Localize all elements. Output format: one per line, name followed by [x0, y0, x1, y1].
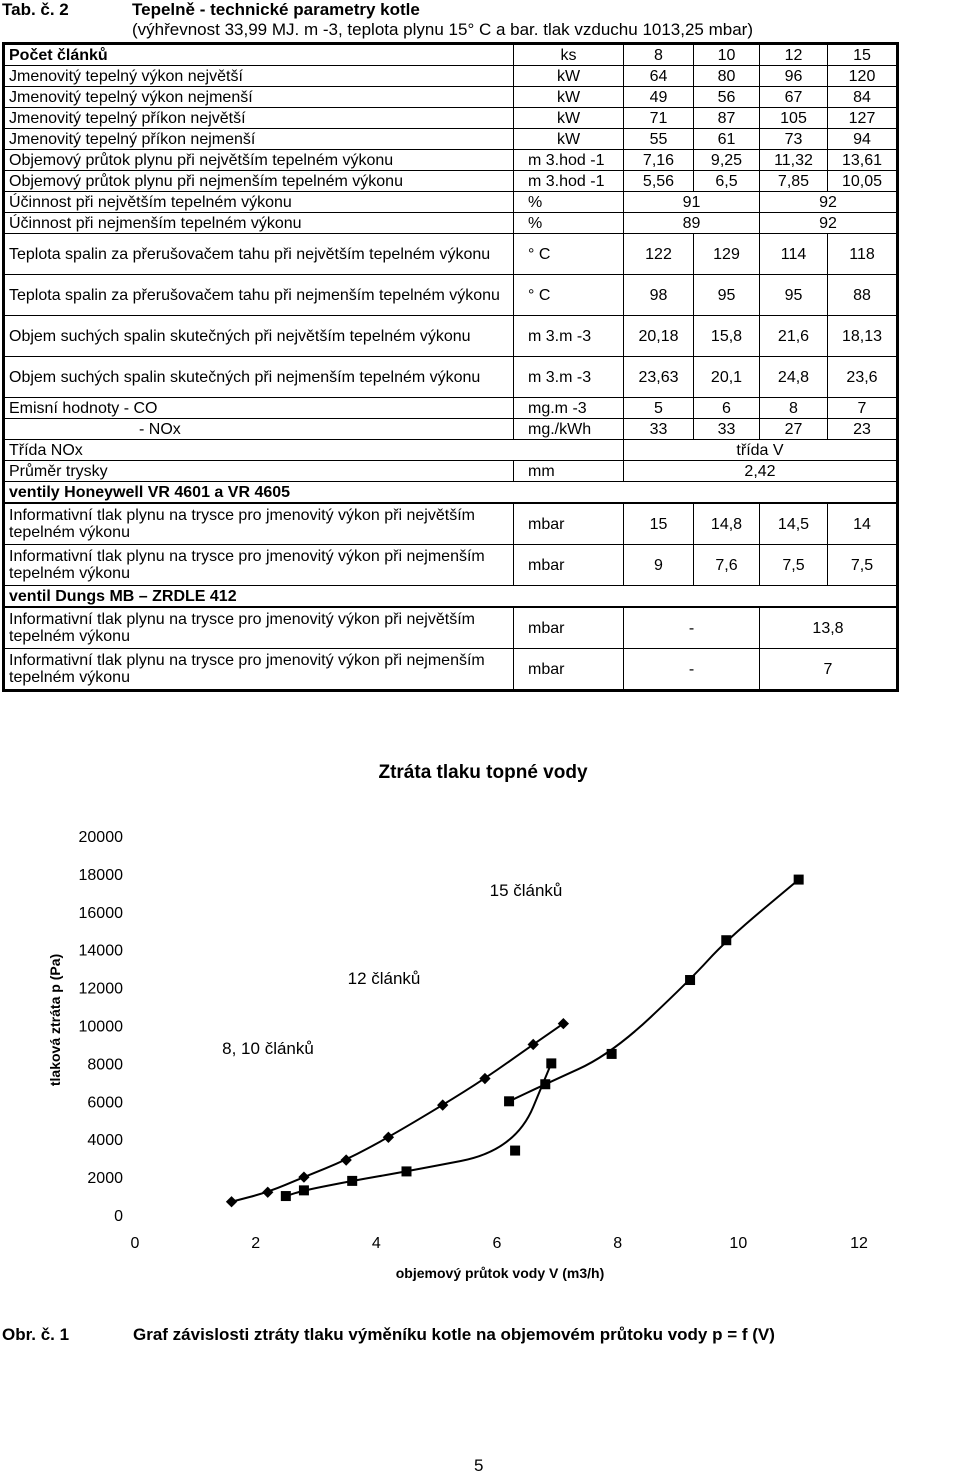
x-tick-label: 2 — [251, 1235, 261, 1252]
table-row — [4, 129, 898, 150]
row-label: Průměr trysky — [4, 461, 514, 482]
row-value: 10,05 — [828, 171, 898, 192]
row-label: Objem suchých spalin skutečných při nejmenším tepelném výkonu — [4, 357, 514, 398]
data-point — [794, 875, 804, 885]
data-point — [341, 1154, 352, 1165]
row-value: 8 — [624, 44, 694, 66]
row-value: 95 — [694, 275, 760, 316]
table-label: Tab. č. 2 — [2, 0, 69, 19]
x-tick-label: 4 — [371, 1235, 381, 1252]
row-value: 80 — [694, 66, 760, 87]
row-unit: m 3.m -3 — [514, 357, 624, 398]
table-row — [4, 419, 898, 440]
row-value: 18,13 — [828, 316, 898, 357]
row-unit: m 3.m -3 — [514, 316, 624, 357]
row-unit: mg./kWh — [514, 419, 624, 440]
table-row — [4, 316, 898, 357]
row-value: - — [624, 607, 760, 649]
y-tick-label: 16000 — [78, 904, 123, 922]
row-unit: kW — [514, 129, 624, 150]
row-unit: % — [514, 192, 624, 213]
row-label: ventil Dungs MB – ZRDLE 412 — [4, 586, 898, 608]
row-label: Jmenovitý tepelný příkon nejmenší — [4, 129, 514, 150]
x-tick-label: 10 — [729, 1235, 748, 1252]
parameters-table — [2, 42, 899, 692]
row-value: 88 — [828, 275, 898, 316]
row-value: 6,5 — [694, 171, 760, 192]
row-value: 9 — [624, 545, 694, 586]
subtitle: (výhřevnost 33,99 MJ. m -3, teplota plynu 15° C a bar. tlak vzduchu 1013,25 mbar) — [132, 20, 754, 39]
row-value: 15 — [624, 503, 694, 545]
row-value: 20,1 — [694, 357, 760, 398]
row-value: 27 — [760, 419, 828, 440]
row-value: - — [624, 649, 760, 691]
data-point — [510, 1146, 520, 1156]
row-value: 15 — [828, 44, 898, 66]
row-value: 105 — [760, 108, 828, 129]
row-value: 127 — [828, 108, 898, 129]
figure-label: Obr. č. 1 — [2, 1325, 70, 1344]
row-value: 2,42 — [624, 461, 898, 482]
row-value: 67 — [760, 87, 828, 108]
y-tick-label: 10000 — [78, 1018, 123, 1036]
row-label: Objem suchých spalin skutečných při největším tepelném výkonu — [4, 316, 514, 357]
row-unit: ° C — [514, 275, 624, 316]
chart-title: Ztráta tlaku topné vody — [378, 762, 588, 783]
table-row — [4, 649, 898, 691]
row-label: - NOx — [4, 419, 514, 440]
table-row — [4, 461, 898, 482]
row-value: 24,8 — [760, 357, 828, 398]
row-label: Objemový průtok plynu při největším tepelném výkonu — [4, 150, 514, 171]
table-row — [4, 87, 898, 108]
data-point — [607, 1049, 617, 1059]
x-tick-label: 12 — [850, 1235, 868, 1252]
table-row — [4, 234, 898, 275]
row-value: 11,32 — [760, 150, 828, 171]
row-value: 5,56 — [624, 171, 694, 192]
row-value: 15,8 — [694, 316, 760, 357]
annotation-8-10: 8, 10 článků — [222, 1039, 314, 1058]
row-value: 61 — [694, 129, 760, 150]
row-unit: kW — [514, 66, 624, 87]
row-label: Teplota spalin za přerušovačem tahu při nejmenším tepelném výkonu — [4, 275, 514, 316]
table-row — [4, 192, 898, 213]
x-tick-label: 8 — [613, 1235, 623, 1252]
row-value: 95 — [760, 275, 828, 316]
data-point — [504, 1096, 514, 1106]
row-label: Objemový průtok plynu při nejmenším tepelném výkonu — [4, 171, 514, 192]
row-value: 56 — [694, 87, 760, 108]
row-value: 10 — [694, 44, 760, 66]
row-value: 9,25 — [694, 150, 760, 171]
table-row — [4, 503, 898, 545]
annotation-12: 12 článků — [347, 969, 421, 988]
table-row — [4, 398, 898, 419]
row-value: 7,85 — [760, 171, 828, 192]
annotation-15: 15 článků — [489, 881, 563, 900]
y-tick-label: 8000 — [87, 1056, 123, 1074]
row-value: 6 — [694, 398, 760, 419]
row-value: 13,61 — [828, 150, 898, 171]
row-unit: ks — [514, 44, 624, 66]
x-axis-label: objemový průtok vody V (m3/h) — [395, 1265, 605, 1281]
row-unit: mbar — [514, 503, 624, 545]
table-row — [4, 108, 898, 129]
row-value: 13,8 — [760, 607, 898, 649]
row-unit: m 3.hod -1 — [514, 150, 624, 171]
row-label: Informativní tlak plynu na trysce pro jmenovitý výkon při nejmenším tepelném výkonu — [4, 649, 514, 691]
y-tick-label: 6000 — [87, 1094, 123, 1112]
row-value: 71 — [624, 108, 694, 129]
data-point — [383, 1132, 394, 1143]
table-row — [4, 357, 898, 398]
row-value: 92 — [760, 192, 898, 213]
row-value: 33 — [624, 419, 694, 440]
row-value: 64 — [624, 66, 694, 87]
row-value: 87 — [694, 108, 760, 129]
row-unit: mbar — [514, 607, 624, 649]
table-row — [4, 440, 898, 461]
row-value: 23,63 — [624, 357, 694, 398]
row-value: 7 — [828, 398, 898, 419]
row-label: Emisní hodnoty - CO — [4, 398, 514, 419]
row-value: 7,5 — [760, 545, 828, 586]
row-value: 129 — [694, 234, 760, 275]
table-row — [4, 545, 898, 586]
row-unit: % — [514, 213, 624, 234]
table-row — [4, 171, 898, 192]
row-value: 73 — [760, 129, 828, 150]
y-axis-label: tlaková ztráta p (Pa) — [47, 953, 63, 1087]
row-value: 7,6 — [694, 545, 760, 586]
row-label: Jmenovitý tepelný výkon nejmenší — [4, 87, 514, 108]
row-label: Informativní tlak plynu na trysce pro jmenovitý výkon při nejmenším tepelném výkonu — [4, 545, 514, 586]
data-point — [546, 1058, 556, 1068]
row-label: Informativní tlak plynu na trysce pro jmenovitý výkon při největším tepelném výkonu — [4, 503, 514, 545]
row-unit: kW — [514, 87, 624, 108]
data-point — [540, 1079, 550, 1089]
page-number: 5 — [474, 1456, 484, 1475]
data-point — [299, 1185, 309, 1195]
row-label: Účinnost při nejmenším tepelném výkonu — [4, 213, 514, 234]
row-label: Informativní tlak plynu na trysce pro jmenovitý výkon při největším tepelném výkonu — [4, 607, 514, 649]
row-value: 14,8 — [694, 503, 760, 545]
row-unit: mbar — [514, 649, 624, 691]
x-tick-label: 0 — [130, 1235, 140, 1252]
row-value: 8 — [760, 398, 828, 419]
row-unit: ° C — [514, 234, 624, 275]
data-point — [226, 1196, 237, 1207]
row-value: 12 — [760, 44, 828, 66]
table-header-row — [4, 44, 898, 66]
row-value: 91 — [624, 192, 760, 213]
row-value: 98 — [624, 275, 694, 316]
data-point — [437, 1099, 448, 1110]
figure-caption: Graf závislosti ztráty tlaku výměníku kotle na objemovém průtoku vody p = f (V) — [133, 1325, 775, 1344]
data-point — [558, 1018, 569, 1029]
row-unit: mbar — [514, 545, 624, 586]
data-point — [347, 1176, 357, 1186]
row-value: 96 — [760, 66, 828, 87]
row-value: 21,6 — [760, 316, 828, 357]
data-point — [685, 975, 695, 985]
row-label: Třída NOx — [4, 440, 624, 461]
row-value: 5 — [624, 398, 694, 419]
data-point — [298, 1171, 309, 1182]
row-value: 7,16 — [624, 150, 694, 171]
row-value: 120 — [828, 66, 898, 87]
data-point — [281, 1191, 291, 1201]
row-unit: kW — [514, 108, 624, 129]
row-label: Jmenovitý tepelný výkon největší — [4, 66, 514, 87]
row-value: 94 — [828, 129, 898, 150]
row-value: 33 — [694, 419, 760, 440]
row-value: 14,5 — [760, 503, 828, 545]
row-value: 114 — [760, 234, 828, 275]
table-row — [4, 150, 898, 171]
row-value: 118 — [828, 234, 898, 275]
row-value: 89 — [624, 213, 760, 234]
x-tick-label: 6 — [492, 1235, 502, 1252]
data-point — [262, 1187, 273, 1198]
y-tick-label: 18000 — [78, 866, 123, 884]
row-label: Jmenovitý tepelný příkon největší — [4, 108, 514, 129]
pressure-loss-chart — [0, 740, 960, 1300]
table-row — [4, 213, 898, 234]
table-row — [4, 66, 898, 87]
row-value: 84 — [828, 87, 898, 108]
row-unit: mm — [514, 461, 624, 482]
row-label: ventily Honeywell VR 4601 a VR 4605 — [4, 482, 898, 504]
row-label: Teplota spalin za přerušovačem tahu při největším tepelném výkonu — [4, 234, 514, 275]
data-point — [402, 1166, 412, 1176]
y-tick-label: 4000 — [87, 1132, 123, 1150]
table-row — [4, 275, 898, 316]
row-value: 55 — [624, 129, 694, 150]
y-tick-label: 0 — [114, 1208, 123, 1225]
series-line — [286, 1063, 551, 1196]
y-tick-label: 12000 — [78, 980, 123, 998]
data-point — [721, 935, 731, 945]
row-value: 7 — [760, 649, 898, 691]
row-value: 20,18 — [624, 316, 694, 357]
row-value: 92 — [760, 213, 898, 234]
row-value: třída V — [624, 440, 898, 461]
row-value: 14 — [828, 503, 898, 545]
y-tick-label: 14000 — [78, 942, 123, 960]
y-tick-label: 2000 — [87, 1170, 123, 1188]
table-row — [4, 607, 898, 649]
row-value: 23,6 — [828, 357, 898, 398]
row-value: 49 — [624, 87, 694, 108]
row-unit: m 3.hod -1 — [514, 171, 624, 192]
row-label: Účinnost při největším tepelném výkonu — [4, 192, 514, 213]
y-tick-label: 20000 — [78, 829, 123, 846]
row-value: 7,5 — [828, 545, 898, 586]
row-unit: mg.m -3 — [514, 398, 624, 419]
page-title: Tepelně - technické parametry kotle — [132, 0, 420, 19]
table-row — [4, 586, 898, 608]
table-row — [4, 482, 898, 504]
row-value: 122 — [624, 234, 694, 275]
row-value: 23 — [828, 419, 898, 440]
row-label: Počet článků — [4, 44, 514, 66]
